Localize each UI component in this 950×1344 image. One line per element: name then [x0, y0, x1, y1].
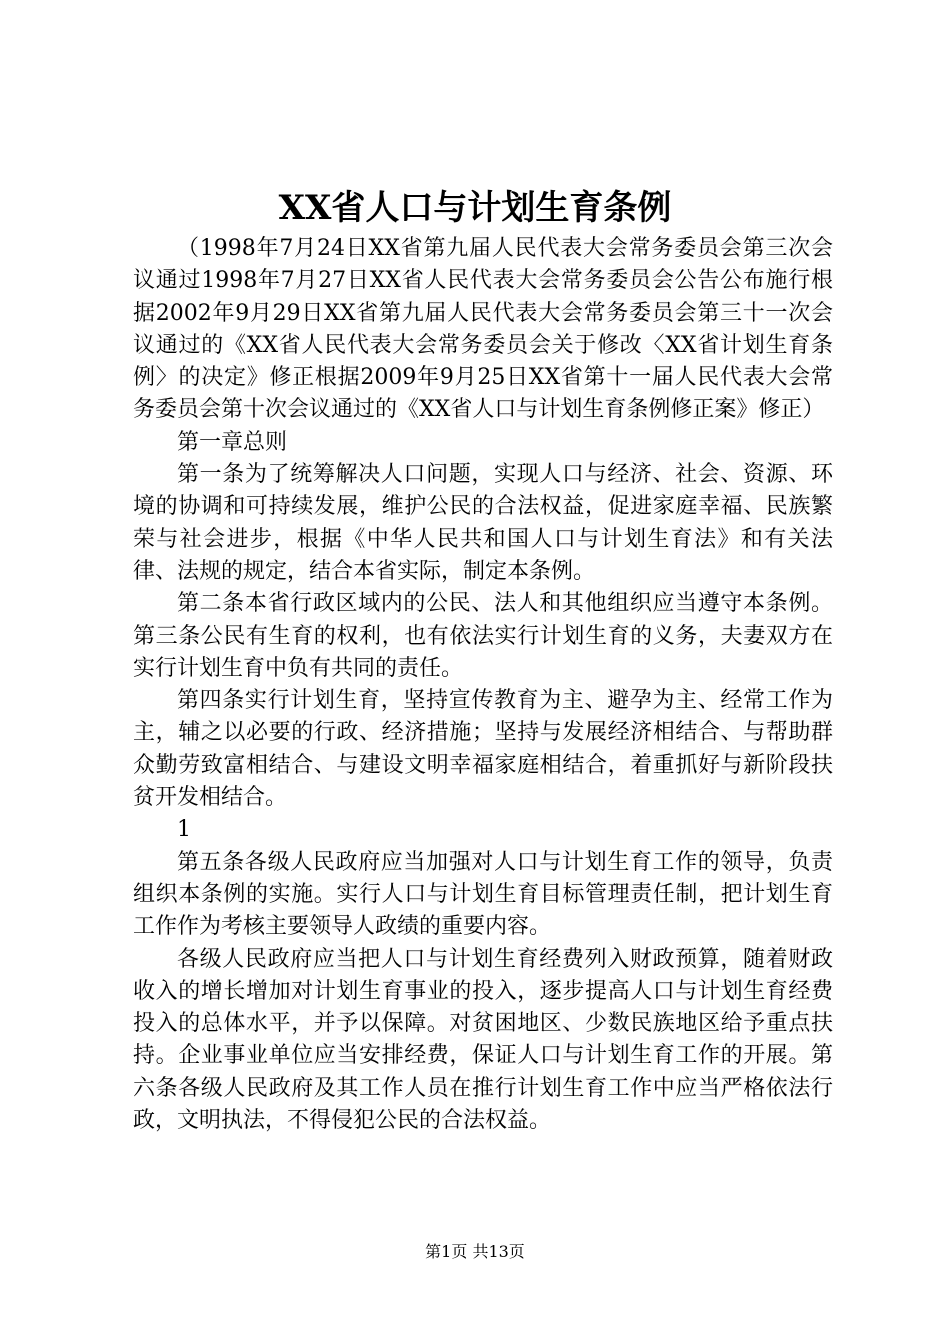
- preamble-paragraph: （1998年7月24日XX省第九届人民代表大会常务委员会第三次会议通过1998年7月27日XX省人民代表大会常务委员会公告公布施行根据2002年9月29日XX省第九届人民代表大会常务委员会第三十一次会议通过的《XX省人民代表大会常务委员会关于修改〈XX省计划生育条例〉的决定》修正根据2009年9月25日XX省第十一届人民代表大会常务委员会第十次会议通过的《XX省人口与计划生育条例修正案》修正）: [133, 236, 833, 423]
- inline-page-number: 1: [177, 817, 191, 843]
- document-title: XX省人口与计划生育条例: [278, 188, 672, 228]
- article-paragraph: 各级人民政府应当把人口与计划生育经费列入财政预算，随着财政收入的增长增加对计划生育事业的投入，逐步提高人口与计划生育经费投入的总体水平，并予以保障。对贫困地区、少数民族地区给予重点扶持。企业事业单位应当安排经费，保证人口与计划生育工作的开展。第六条各级人民政府及其工作人员在推行计划生育工作中应当严格依法行政，文明执法，不得侵犯公民的合法权益。: [133, 946, 833, 1134]
- article-paragraph: 第四条实行计划生育，坚持宣传教育为主、避孕为主、经常工作为主，辅之以必要的行政、经济措施；坚持与发展经济相结合、与帮助群众勤劳致富相结合、与建设文明幸福家庭相结合，着重抓好与新阶段扶贫开发相结合。: [133, 688, 833, 811]
- article-paragraph: 第五条各级人民政府应当加强对人口与计划生育工作的领导，负责组织本条例的实施。实行人口与计划生育目标管理责任制，把计划生育工作作为考核主要领导人政绩的重要内容。: [133, 849, 833, 940]
- chapter-heading: 第一章总则: [177, 429, 288, 455]
- article-paragraph: 第一条为了统筹解决人口问题，实现人口与经济、社会、资源、环境的协调和可持续发展，维护公民的合法权益，促进家庭幸福、民族繁荣与社会进步，根据《中华人民共和国人口与计划生育法》和有关法律、法规的规定，结合本省实际，制定本条例。: [133, 462, 833, 584]
- document-body: [133, 233, 833, 1137]
- page-footer: 第1页 共13页: [425, 1242, 525, 1261]
- article-paragraph: 第二条本省行政区域内的公民、法人和其他组织应当遵守本条例。第三条公民有生育的权利，也有依法实行计划生育的义务，夫妻双方在实行计划生育中负有共同的责任。: [133, 591, 833, 681]
